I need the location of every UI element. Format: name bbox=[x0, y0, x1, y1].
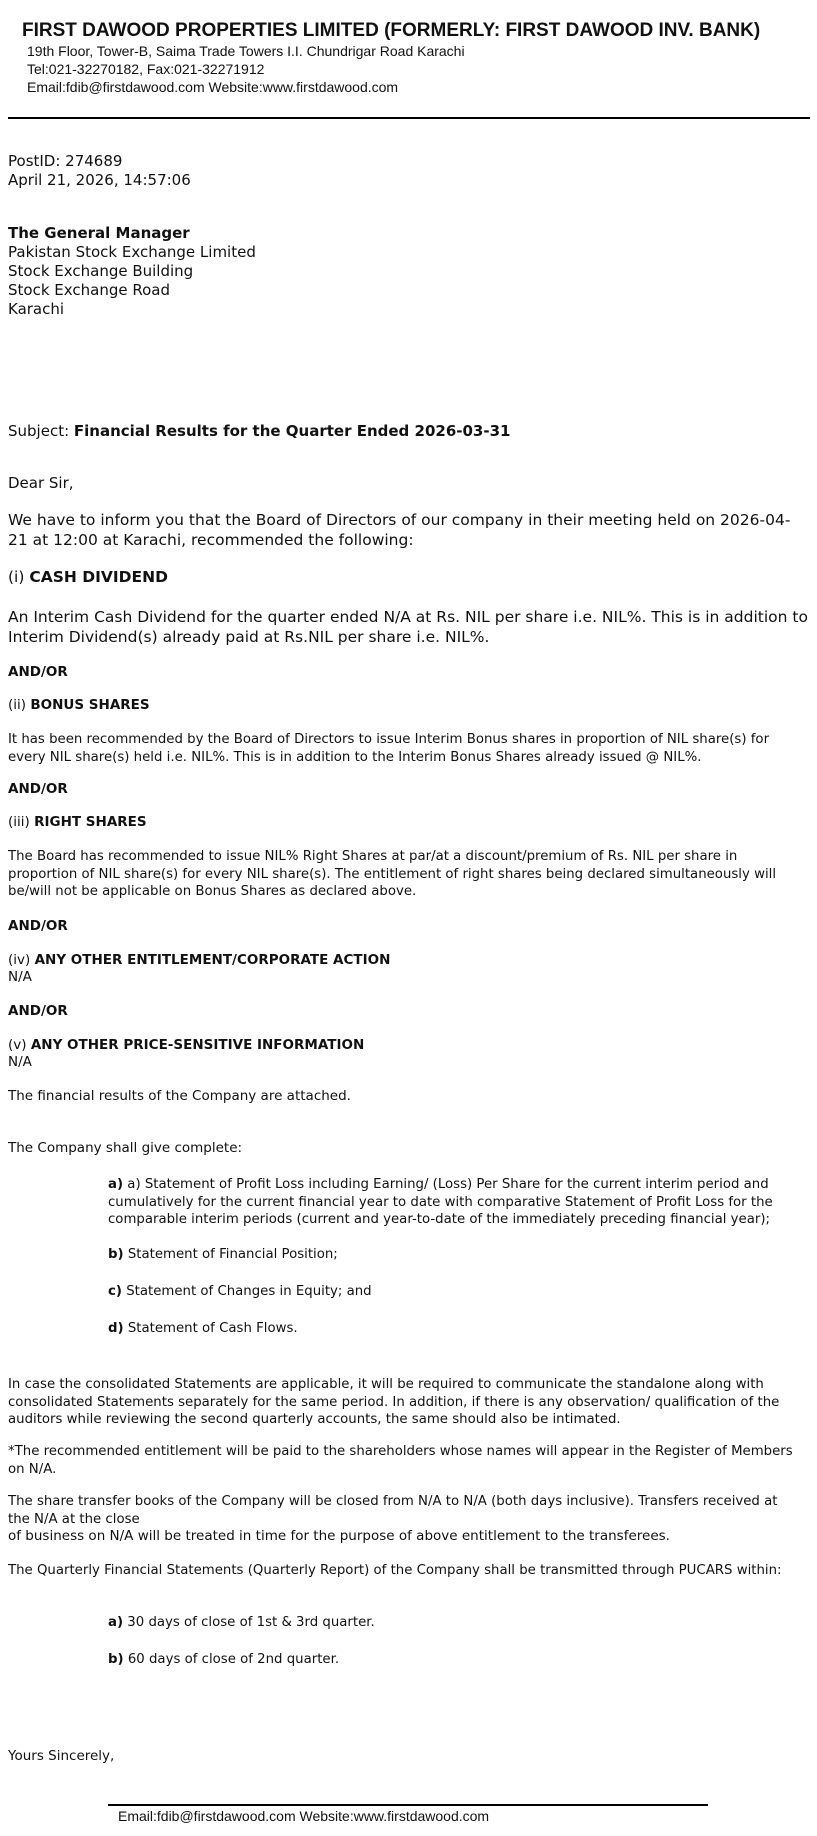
right-shares-text: The Board has recommended to issue NIL% Right Shares at par/at a discount/premium of Rs. NIL per share in proportion of NIL share(s) for every NIL share(s). The entitlement of right shares being declared simultaneously will be/will not be applicable on Bonus Shares as declared above. bbox=[8, 849, 777, 899]
bonus-shares-text: It has been recommended by the Board of Directors to issue Interim Bonus shares in proportion of NIL share(s) for every NIL share(s) held i.e. NIL%. This is in addition to the Interim Bonus Shares already issued @ NIL%. bbox=[8, 732, 770, 765]
deadline-label: a) bbox=[108, 1615, 124, 1630]
addressee-line: Pakistan Stock Exchange Limited bbox=[8, 243, 256, 261]
statement-label: c) bbox=[108, 1284, 122, 1299]
statement-text: Statement of Financial Position; bbox=[127, 1247, 338, 1262]
section-heading: CASH DIVIDEND bbox=[29, 568, 168, 586]
section-heading: ANY OTHER PRICE-SENSITIVE INFORMATION bbox=[30, 1037, 365, 1053]
statement-item bbox=[108, 1176, 808, 1229]
shall-give: The Company shall give complete: bbox=[8, 1140, 243, 1156]
statement-item bbox=[108, 1320, 808, 1338]
addressee-line: Karachi bbox=[8, 300, 65, 318]
other-entitlement-value: N/A bbox=[8, 969, 32, 985]
section-number: (i) bbox=[8, 568, 25, 586]
and-or-separator: AND/OR bbox=[8, 918, 68, 934]
company-name: FIRST DAWOOD PROPERTIES LIMITED (FORMERLY: FIRST DAWOOD INV. BANK) bbox=[22, 20, 761, 41]
statement-label: d) bbox=[108, 1321, 124, 1336]
footer-contact: Email:fdib@firstdawood.com Website:www.firstdawood.com bbox=[118, 1808, 490, 1824]
subject-line bbox=[8, 422, 510, 441]
and-or-separator: AND/OR bbox=[8, 1003, 68, 1019]
and-or-separator: AND/OR bbox=[8, 781, 68, 797]
subject-text: Financial Results for the Quarter Ended 2026-03-31 bbox=[73, 422, 511, 440]
section-number: (v) bbox=[8, 1037, 27, 1053]
deadline-text: 30 days of close of 1st & 3rd quarter. bbox=[127, 1615, 375, 1630]
statement-text: Statement of Cash Flows. bbox=[127, 1321, 298, 1336]
other-price-value: N/A bbox=[8, 1054, 32, 1070]
section-number: (iv) bbox=[8, 952, 31, 968]
section-heading: RIGHT SHARES bbox=[34, 814, 147, 830]
statement-item bbox=[108, 1246, 808, 1264]
right-shares-heading bbox=[8, 814, 147, 831]
deadline-text: 60 days of close of 2nd quarter. bbox=[127, 1652, 340, 1667]
entitlement-note: *The recommended entitlement will be paid to the shareholders whose names will appear in the Register of Members on N/A. bbox=[8, 1444, 793, 1477]
intro-paragraph: We have to inform you that the Board of Directors of our company in their meeting held on 2026-04-21 at 12:00 at Karachi, recommended the following: bbox=[8, 511, 791, 549]
deadline-item bbox=[108, 1614, 808, 1632]
statement-item bbox=[108, 1283, 808, 1301]
other-entitlement-heading bbox=[8, 952, 390, 969]
deadline-item bbox=[108, 1651, 808, 1669]
post-id: PostID: 274689 bbox=[8, 152, 123, 170]
bonus-shares-heading bbox=[8, 697, 150, 714]
header-divider bbox=[8, 117, 810, 119]
cash-dividend-heading bbox=[8, 568, 168, 587]
transfer-books-paragraph: The share transfer books of the Company will be closed from N/A to N/A (both days inclusive). Transfers received at the N/A at the close bbox=[8, 1494, 778, 1527]
section-number: (ii) bbox=[8, 697, 27, 713]
and-or-separator: AND/OR bbox=[8, 664, 68, 680]
quarterly-paragraph: The Quarterly Financial Statements (Quarterly Report) of the Company shall be transmitted through PUCARS within: bbox=[8, 1563, 782, 1578]
closing: Yours Sincerely, bbox=[8, 1748, 115, 1764]
deadline-label: b) bbox=[108, 1652, 124, 1667]
other-price-heading bbox=[8, 1037, 364, 1054]
cash-dividend-text: An Interim Cash Dividend for the quarter ended N/A at Rs. NIL per share i.e. NIL%. This is in addition to Interim Dividend(s) already paid at Rs.NIL per share i.e. NIL%. bbox=[8, 608, 808, 646]
footer-divider bbox=[108, 1804, 708, 1806]
company-phone-fax: Tel:021-32270182, Fax:021-32271912 bbox=[27, 61, 265, 77]
section-number: (iii) bbox=[8, 814, 30, 830]
results-attached: The financial results of the Company are attached. bbox=[8, 1088, 351, 1104]
addressee-line: Stock Exchange Road bbox=[8, 281, 170, 299]
post-datetime: April 21, 2026, 14:57:06 bbox=[8, 171, 191, 189]
salutation: Dear Sir, bbox=[8, 474, 74, 492]
consolidated-paragraph: In case the consolidated Statements are applicable, it will be required to communicate the standalone along with consolidated Statements separately for the same period. In addition, if there is any observation/ qualification of the auditors while reviewing the second quarterly accounts, the same should also be intimated. bbox=[8, 1377, 780, 1427]
company-address: 19th Floor, Tower-B, Saima Trade Towers I.I. Chundrigar Road Karachi bbox=[27, 43, 465, 59]
statement-label: b) bbox=[108, 1247, 124, 1262]
statement-label: a) bbox=[108, 1177, 124, 1192]
addressee-title: The General Manager bbox=[8, 224, 190, 242]
section-heading: ANY OTHER ENTITLEMENT/CORPORATE ACTION bbox=[34, 952, 391, 968]
addressee-line: Stock Exchange Building bbox=[8, 262, 194, 280]
transfer-books-continuation: of business on N/A will be treated in time for the purpose of above entitlement to the transferees. bbox=[8, 1528, 670, 1544]
subject-label: Subject: bbox=[8, 422, 70, 440]
statement-text: a) Statement of Profit Loss including Earning/ (Loss) Per Share for the current interim period and cumulatively for the current financial year to date with comparative Statement of Profit Loss for the comparable interim periods (current and year-to-date of the immediately preceding financial year); bbox=[108, 1177, 773, 1227]
company-email-website: Email:fdib@firstdawood.com Website:www.firstdawood.com bbox=[27, 79, 399, 95]
section-heading: BONUS SHARES bbox=[30, 697, 150, 713]
statement-text: Statement of Changes in Equity; and bbox=[126, 1284, 372, 1299]
